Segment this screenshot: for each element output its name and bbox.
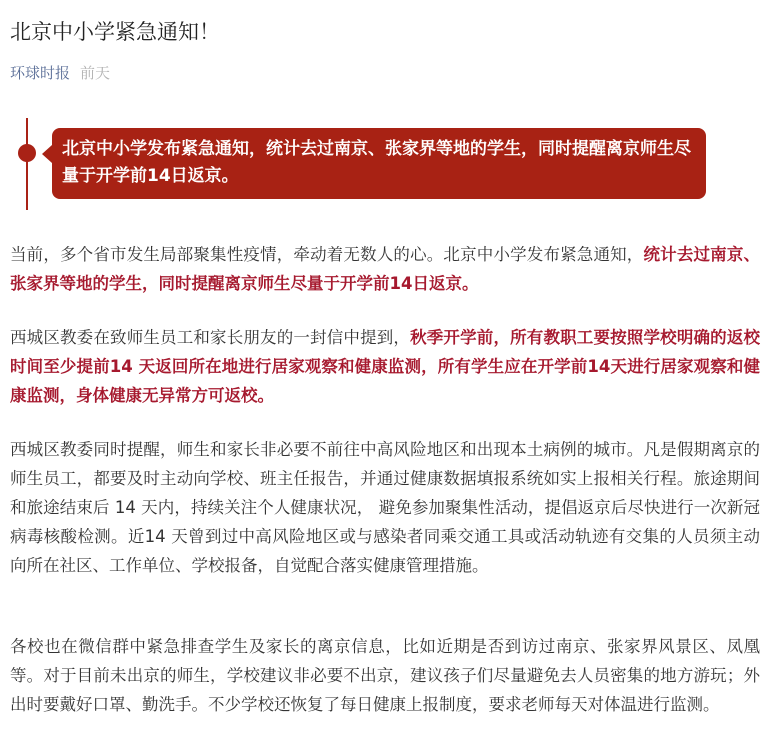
paragraph-text: 西城区教委在致师生员工和家长朋友的一封信中提到， <box>10 328 411 347</box>
summary-text: 北京中小学发布紧急通知，统计去过南京、张家界等地的学生，同时提醒离京师生尽量于开学前14日返京。 <box>62 139 691 186</box>
paragraph-1 <box>10 240 760 298</box>
summary-callout <box>10 118 760 210</box>
emphasis-text: 秋季开学前，所有教职工要按照学校明确的返校时间至少提前14 天返回所在地进行居家观察和健康监测，所有学生应在开学前14天进行居家观察和健康监测，身体健康无异常方可返校。 <box>10 328 761 405</box>
paragraph-text: 西城区教委同时提醒，师生和家长非必要不前往中高风险地区和出现本土病例的城市。凡是假期离京的师生员工，都要及时主动向学校、班主任报告，并通过健康数据填报系统如实上报相关行程。旅途期间和旅途结束后 14 天内，持续关注个人健康状况， 避免参加聚集性活动，提倡返京后尽快进行一次新冠病毒核酸检测。近14 天曾到过中高风险地区或与感染者同乘交通工具或活动轨迹有交集的人员须主动向所在社区、工作单位、学校报备，自觉配合落实健康管理措施。 <box>10 440 760 575</box>
article-title: 北京中小学紧急通知！ <box>10 20 220 44</box>
publish-time: 前天 <box>80 64 111 82</box>
paragraph-text: 各校也在微信群中紧急排查学生及家长的离京信息，比如近期是否到访过南京、张家界风景区、凤凰等。对于目前未出京的师生，学校建议非必要不出京，建议孩子们尽量避免去人员密集的地方游玩；外出时要戴好口罩、勤洗手。不少学校还恢复了每日健康上报制度，要求老师每天对体温进行监测。 <box>10 637 760 714</box>
emphasis-text: 统计去过南京、张家界等地的学生，同时提醒离京师生尽量于开学前14日返京。 <box>10 245 761 293</box>
paragraph-4 <box>10 632 760 719</box>
paragraph-3 <box>10 435 760 580</box>
timeline-line <box>26 118 28 210</box>
summary-box <box>52 128 706 199</box>
paragraph-2 <box>10 323 760 410</box>
paragraph-text: 当前，多个省市发生局部聚集性疫情，牵动着无数人的心。北京中小学发布紧急通知， <box>10 245 644 264</box>
source-link[interactable]: 环球时报 <box>10 64 71 82</box>
article-meta <box>10 62 110 84</box>
timeline-dot-icon <box>18 144 36 162</box>
